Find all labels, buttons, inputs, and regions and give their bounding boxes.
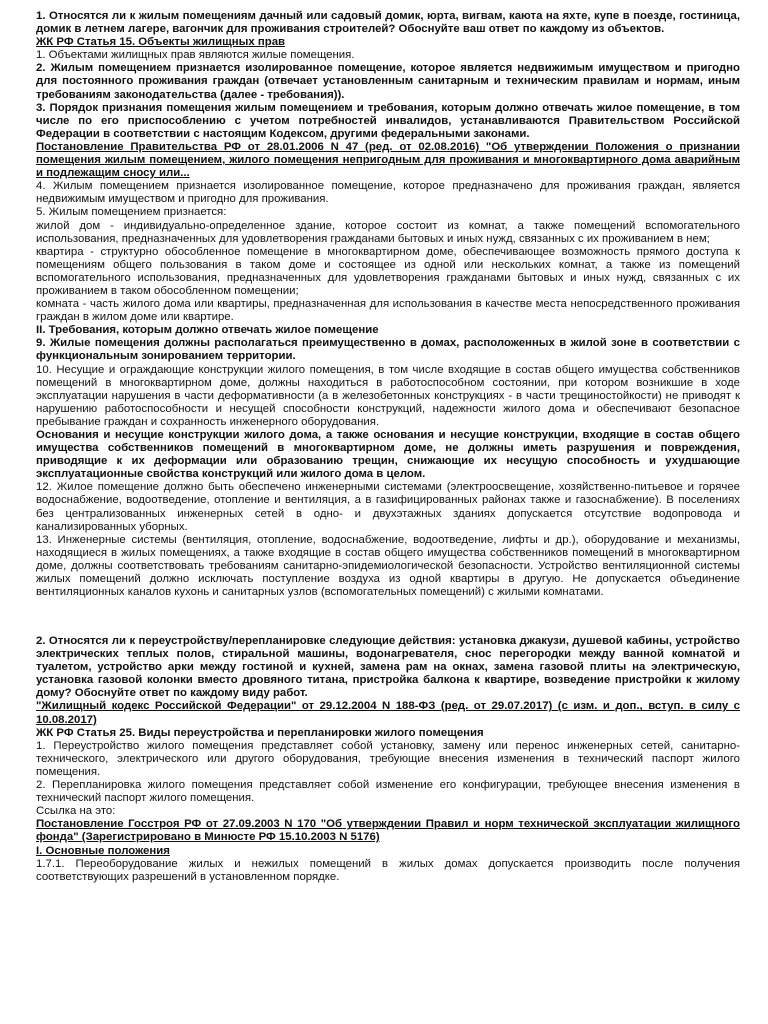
document-paragraph: ЖК РФ Статья 25. Виды переустройства и перепланировки жилого помещения [36,726,484,739]
document-paragraph: 1. Переустройство жилого помещения представляет собой установку, замену или перенос инженерных сетей, санитарно-технического, электрического или другого оборудования, требующие внесения изменения в технический паспорт жилого помещения. [36,739,740,778]
document-paragraph: 12. Жилое помещение должно быть обеспечено инженерными системами (электроосвещение, хозяйственно-питьевое и горячее водоснабжение, водоотведение, отопление и вентиляция, а в газифицированных районах также и газоснабжение). В поселениях без централизованных инженерных сетей в одно- и двухэтажных зданиях допускается отсутствие водопровода и канализированных уборных. [36,481,740,533]
document-paragraph: 1. Относятся ли к жилым помещениям дачный или садовый домик, юрта, вигвам, каюта на яхте, купе в поезде, гостиница, домик в летнем лагере, вагончик для проживания строителей? Обоснуйте ваш ответ по каждому из объектов. [36,10,740,36]
document-paragraph: квартира - структурно обособленное помещение в многоквартирном доме, обеспечивающее возможность прямого доступа к помещениям общего пользования в таком доме и состоящее из одной или нескольких комнат, а также из помещений вспомогательного использования, предназначенных для удовлетворения гражданами бытовых и иных нужд, связанных с их проживанием в таком обособленном помещении; [36,245,740,297]
document-heading: Постановление Госстроя РФ от 27.09.2003 N 170 "Об утверждении Правил и норм технической эксплуатации жилищного фонда" (Зарегистрировано в Минюсте РФ 15.10.2003 N 5176) [36,818,740,844]
document-paragraph: комната - часть жилого дома или квартиры, предназначенная для использования в качестве места непосредственного проживания граждан в жилом доме или квартире. [36,298,740,324]
blank-line [36,611,740,624]
document-paragraph: жилой дом - индивидуально-определенное здание, которое состоит из комнат, а также помещений вспомогательного использования, предназначенных для удовлетворения гражданами бытовых и иных нужд, связанных с их проживанием в нем; [36,219,740,245]
document-heading: I. Основные положения [36,844,170,857]
document-paragraph: 5. Жилым помещением признается: [36,206,227,219]
document-paragraph: 13. Инженерные системы (вентиляция, отопление, водоснабжение, водоотведение, лифты и др.), оборудование и механизмы, находящиеся в жилых помещениях, а также входящие в состав общего имущества собственников помещений в многоквартирном доме, должны соответствовать требованиям санитарно-эпидемиологической безопасности. Устройство вентиляционной системы жилых помещений должно исключать поступление воздуха из одной квартиры в другую. Не допускается объединение вентиляционных каналов кухонь и санитарных узлов (вспомогательных помещений) с жилыми комнатами. [36,533,740,599]
document-paragraph: 4. Жилым помещением признается изолированное помещение, которое предназначено для проживания граждан, является недвижимым имуществом и пригодно для проживания. [36,180,740,206]
document-heading: ЖК РФ Статья 15. Объекты жилищных прав [36,36,286,49]
document-paragraph: 2. Относятся ли к переустройству/перепланировке следующие действия: установка джакузи, душевой кабины, устройство электрических теплых полов, стиральной машины, водонагревателя, снос перегородки между ванной комнатой и туалетом, устройство арки между гостиной и кухней, замена рам на окнах, замена газовой плиты на электрическую, установка газовой колонки вместо дровяного титана, пристройка балкона к квартире, возведение пристройки к жилому дому? Обоснуйте ответ по каждому виду работ. [36,635,740,700]
document-paragraph: 9. Жилые помещения должны располагаться преимущественно в домах, расположенных в жилой зоне в соответствии с функциональным зонированием территории. [36,337,740,363]
document-paragraph: II. Требования, которым должно отвечать жилое помещение [36,324,379,337]
document-paragraph: 2. Жилым помещением признается изолированное помещение, которое является недвижимым имуществом и пригодно для постоянного проживания граждан (отвечает установленным санитарным и техническим правилам и нормам, иным требованиям законодательства (далее - требования)). [36,62,740,101]
document-heading: "Жилищный кодекс Российской Федерации" от 29.12.2004 N 188-ФЗ (ред. от 29.07.2017) (с изм. и доп., вступ. в силу с 10.08.2017) [36,700,740,726]
document-paragraph: Ссылка на это: [36,805,116,818]
document-paragraph: Основания и несущие конструкции жилого дома, а также основания и несущие конструкции, входящие в состав общего имущества собственников помещений в многоквартирном доме, не должны иметь разрушения и повреждения, приводящие к их деформации или образованию трещин, снижающие их несущую способность и ухудшающие эксплуатационные свойства конструкций или жилого дома в целом. [36,429,740,481]
document-paragraph: 3. Порядок признания помещения жилым помещением и требования, которым должно отвечать жилое помещение, в том числе по его приспособлению с учетом потребностей инвалидов, устанавливаются Правительством Российской Федерации в соответствии с настоящим Кодексом, другими федеральными законами. [36,101,740,140]
document-paragraph: 1.7.1. Переоборудование жилых и нежилых помещений в жилых домах допускается производить после получения соответствующих разрешений в установленном порядке. [36,857,740,883]
document-paragraph: 10. Несущие и ограждающие конструкции жилого помещения, в том числе входящие в состав общего имущества собственников помещений в многоквартирном доме, должны находиться в работоспособном состоянии, при котором возникшие в ходе эксплуатации нарушения в части деформативности (а в железобетонных конструкциях - в части трещиностойкости) не приводят к нарушению работоспособности и несущей способности конструкций, надежности жилого дома и обеспечивают безопасное пребывание граждан и сохранность инженерного оборудования. [36,363,740,428]
document-paragraph: 1. Объектами жилищных прав являются жилые помещения. [36,49,355,62]
document-paragraph: 2. Перепланировка жилого помещения представляет собой изменение его конфигурации, требующее внесения изменения в технический паспорт жилого помещения. [36,779,740,805]
document-heading: Постановление Правительства РФ от 28.01.2006 N 47 (ред. от 02.08.2016) "Об утверждении Положения о признании помещения жилым помещением, жилого помещения непригодным для проживания и многоквартирного дома аварийным и подлежащим сносу или... [36,140,740,180]
